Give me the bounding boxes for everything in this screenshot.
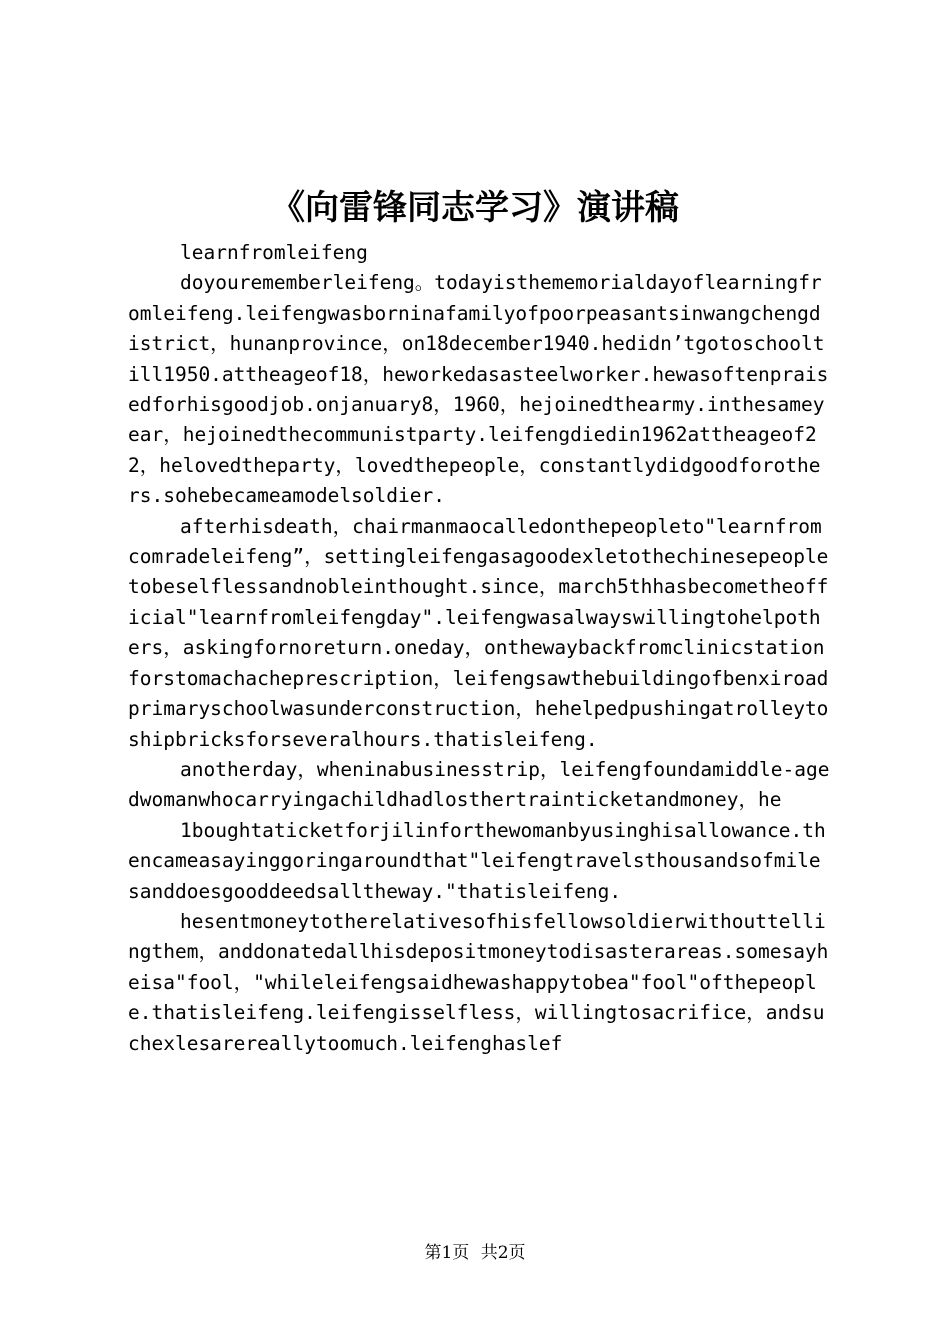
paragraph: hesentmoneytotherelativesofhisfellowsoldierwithouttellingthem，anddonatedallhisdepositmoneytodisasterareas.somesayheisa"fool，"whileleifengsaidhewashappytobea"fool"ofthepeople.thatisleifeng.leifengisselfless，willingtosacrifice，andsuchexlesarereallytoomuch.leifenghaslef — [128, 909, 829, 1055]
page-total: 共2页 — [480, 1243, 526, 1263]
paragraph: learnfromleifeng — [180, 241, 368, 264]
paragraph: 1boughtaticketforjilinforthewomanbyusinghisallowance.thencameasayinggoringaroundthat"leifengtravelsthousandsofmilesanddoesgooddeedsalltheway."thatisleifeng. — [128, 818, 826, 903]
paragraph: afterhisdeath，chairmanmaocalledonthepeopleto"learnfromcomradeleifeng”，settingleifengasagoodexletothechinesepeopletobeselflessandnobleinthought.since，march5thhasbecometheofficial"learnfromleifengday".leifengwasalwayswillingtohelpothers，askingfornoreturn.oneday，onthewaybackfromclinicstationforstomachacheprescription，leifengsawthebuildingofbenxiroadprimaryschoolwasunderconstruction，hehelpedpushingatrolleytoshipbricksforseveralhours.thatisleifeng. — [128, 514, 829, 751]
paragraph: anotherday，wheninabusinesstrip，leifengfoundamiddle-agedwomanwhocarryingachildhadlosthertrainticketandmoney，he — [128, 757, 830, 812]
page-number: 第1页 — [424, 1243, 470, 1263]
paragraph: doyourememberleifeng。todayisthememorialdayoflearningfromleifeng.leifengwasborninafamilyofpoorpeasantsinwangchengdistrict，hunanprovince，on18december1940.hedidn’tgotoschooltill1950.attheageof18，heworkedasasteelworker.hewasoftenpraisedforhisgoodjob.onjanuary8，1960，hejoinedthearmy.inthesameyear，hejoinedthecommunistparty.leifengdiedin1962attheageof22，helovedtheparty，lovedthepeople，constantlydidgoodforothers.sohebecameamodelsoldier. — [128, 271, 829, 508]
document-title: 《向雷锋同志学习》演讲稿 — [271, 188, 679, 228]
page-footer — [0, 1240, 950, 1266]
document-body — [128, 238, 832, 1059]
